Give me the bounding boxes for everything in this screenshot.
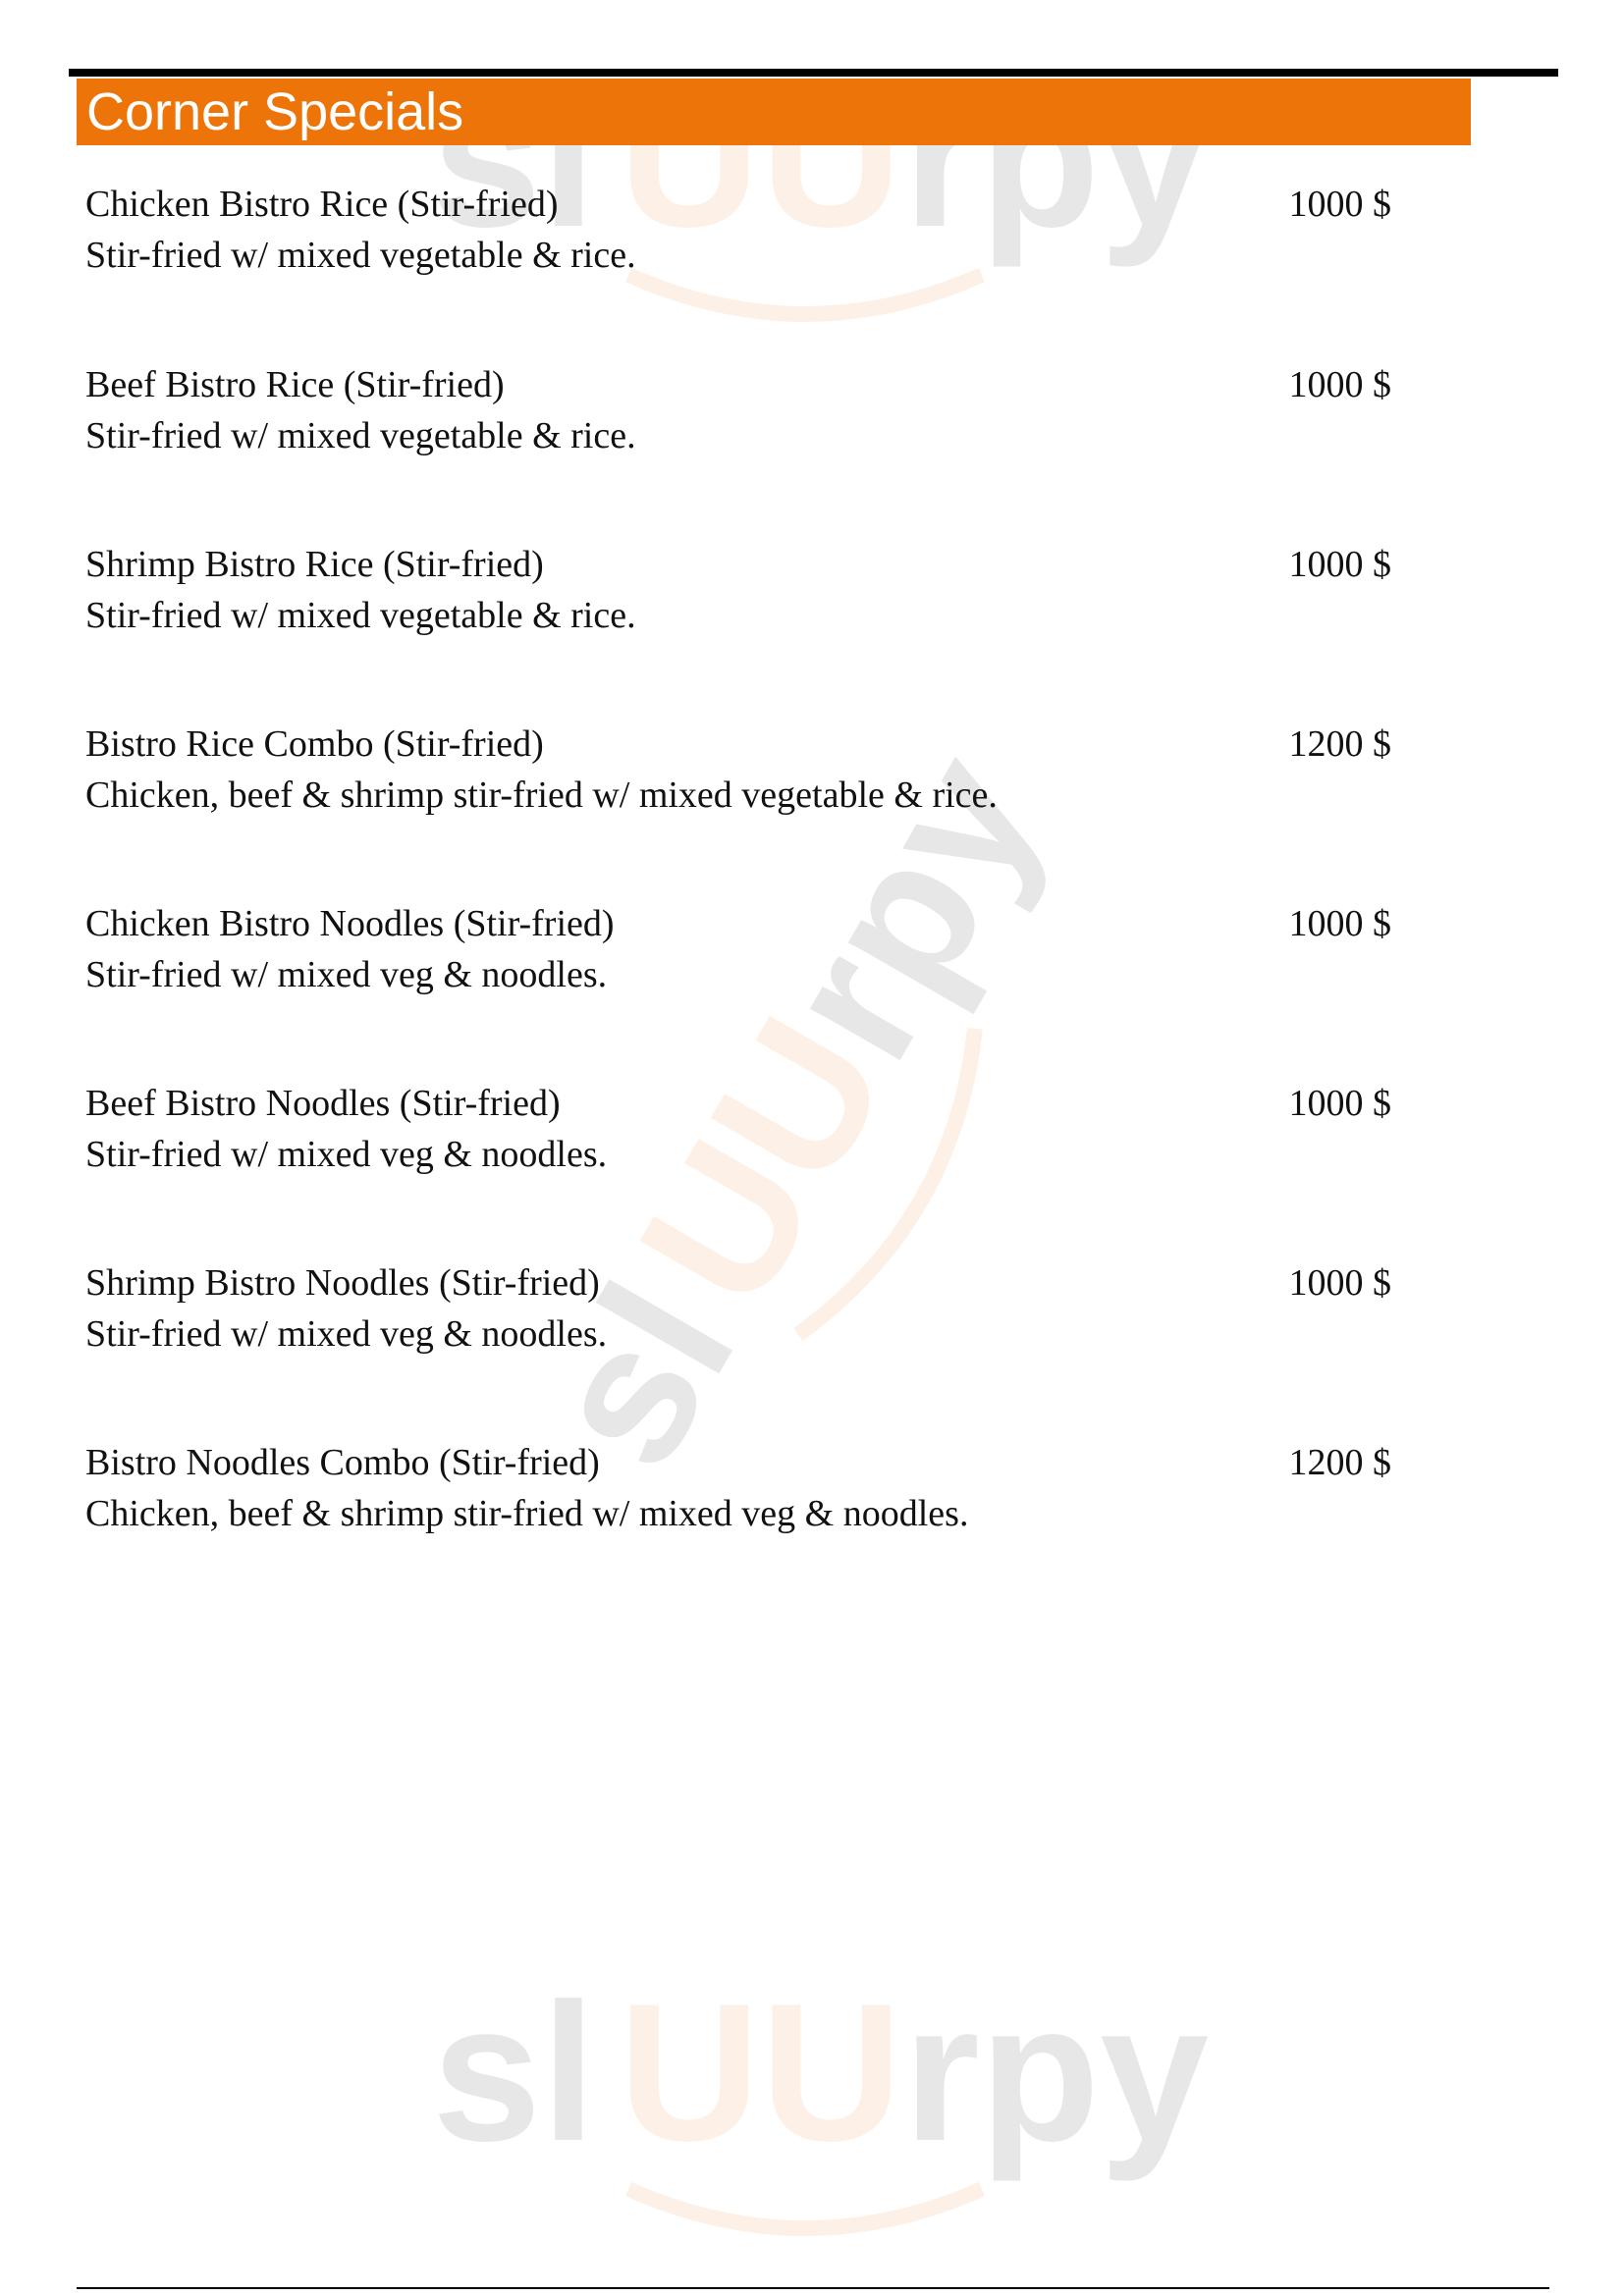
item-price: 1000 $ <box>1288 903 1391 944</box>
svg-text:rpy: rpy <box>739 719 1083 1094</box>
item-price: 1000 $ <box>1288 544 1391 585</box>
item-price: 1200 $ <box>1288 723 1391 765</box>
menu-item <box>85 183 1391 291</box>
svg-text:sl: sl <box>432 49 596 268</box>
item-price: 1000 $ <box>1288 1262 1391 1304</box>
section-title: Corner Specials <box>86 82 464 141</box>
menu-item <box>85 1261 1391 1369</box>
menu-item <box>85 1441 1391 1549</box>
svg-text:sl: sl <box>432 1963 596 2182</box>
item-name: Beef Bistro Noodles (Stir-fried) <box>85 1083 561 1124</box>
item-price: 1000 $ <box>1288 364 1391 405</box>
item-name: Chicken Bistro Rice (Stir-fried) <box>85 184 559 225</box>
svg-text:sl: sl <box>504 1250 777 1502</box>
item-description: Stir-fried w/ mixed vegetable & rice. <box>85 415 636 456</box>
item-description: Chicken, beef & shrimp stir-fried w/ mixed veg & noodles. <box>85 1493 969 1534</box>
item-name: Shrimp Bistro Rice (Stir-fried) <box>85 544 544 585</box>
item-description: Stir-fried w/ mixed vegetable & rice. <box>85 595 636 636</box>
bottom-divider <box>77 2287 1549 2289</box>
item-name: Chicken Bistro Noodles (Stir-fried) <box>85 903 615 944</box>
watermark-logo <box>412 1953 1218 2248</box>
item-description: Stir-fried w/ mixed veg & noodles. <box>85 954 608 995</box>
svg-text:UU: UU <box>619 1963 902 2182</box>
item-price: 1200 $ <box>1288 1442 1391 1483</box>
item-name: Shrimp Bistro Noodles (Stir-fried) <box>85 1262 600 1304</box>
item-description: Chicken, beef & shrimp stir-fried w/ mixed vegetable & rice. <box>85 774 998 816</box>
item-name: Beef Bistro Rice (Stir-fried) <box>85 364 505 405</box>
item-description: Stir-fried w/ mixed veg & noodles. <box>85 1313 608 1355</box>
svg-text:rpy: rpy <box>903 49 1210 268</box>
item-name: Bistro Rice Combo (Stir-fried) <box>85 723 544 765</box>
section-header <box>77 79 1471 145</box>
item-price: 1000 $ <box>1288 1083 1391 1124</box>
menu-item <box>85 902 1391 1010</box>
item-description: Stir-fried w/ mixed vegetable & rice. <box>85 235 636 276</box>
menu-item <box>85 722 1391 830</box>
svg-text:UU: UU <box>619 49 902 268</box>
svg-text:UU: UU <box>597 985 930 1340</box>
item-name: Bistro Noodles Combo (Stir-fried) <box>85 1442 600 1483</box>
item-price: 1000 $ <box>1288 184 1391 225</box>
menu-item <box>85 363 1391 471</box>
menu-item <box>85 543 1391 651</box>
svg-text:rpy: rpy <box>903 1963 1210 2182</box>
menu-item <box>85 1082 1391 1190</box>
item-description: Stir-fried w/ mixed veg & noodles. <box>85 1134 608 1175</box>
top-divider <box>69 69 1558 77</box>
